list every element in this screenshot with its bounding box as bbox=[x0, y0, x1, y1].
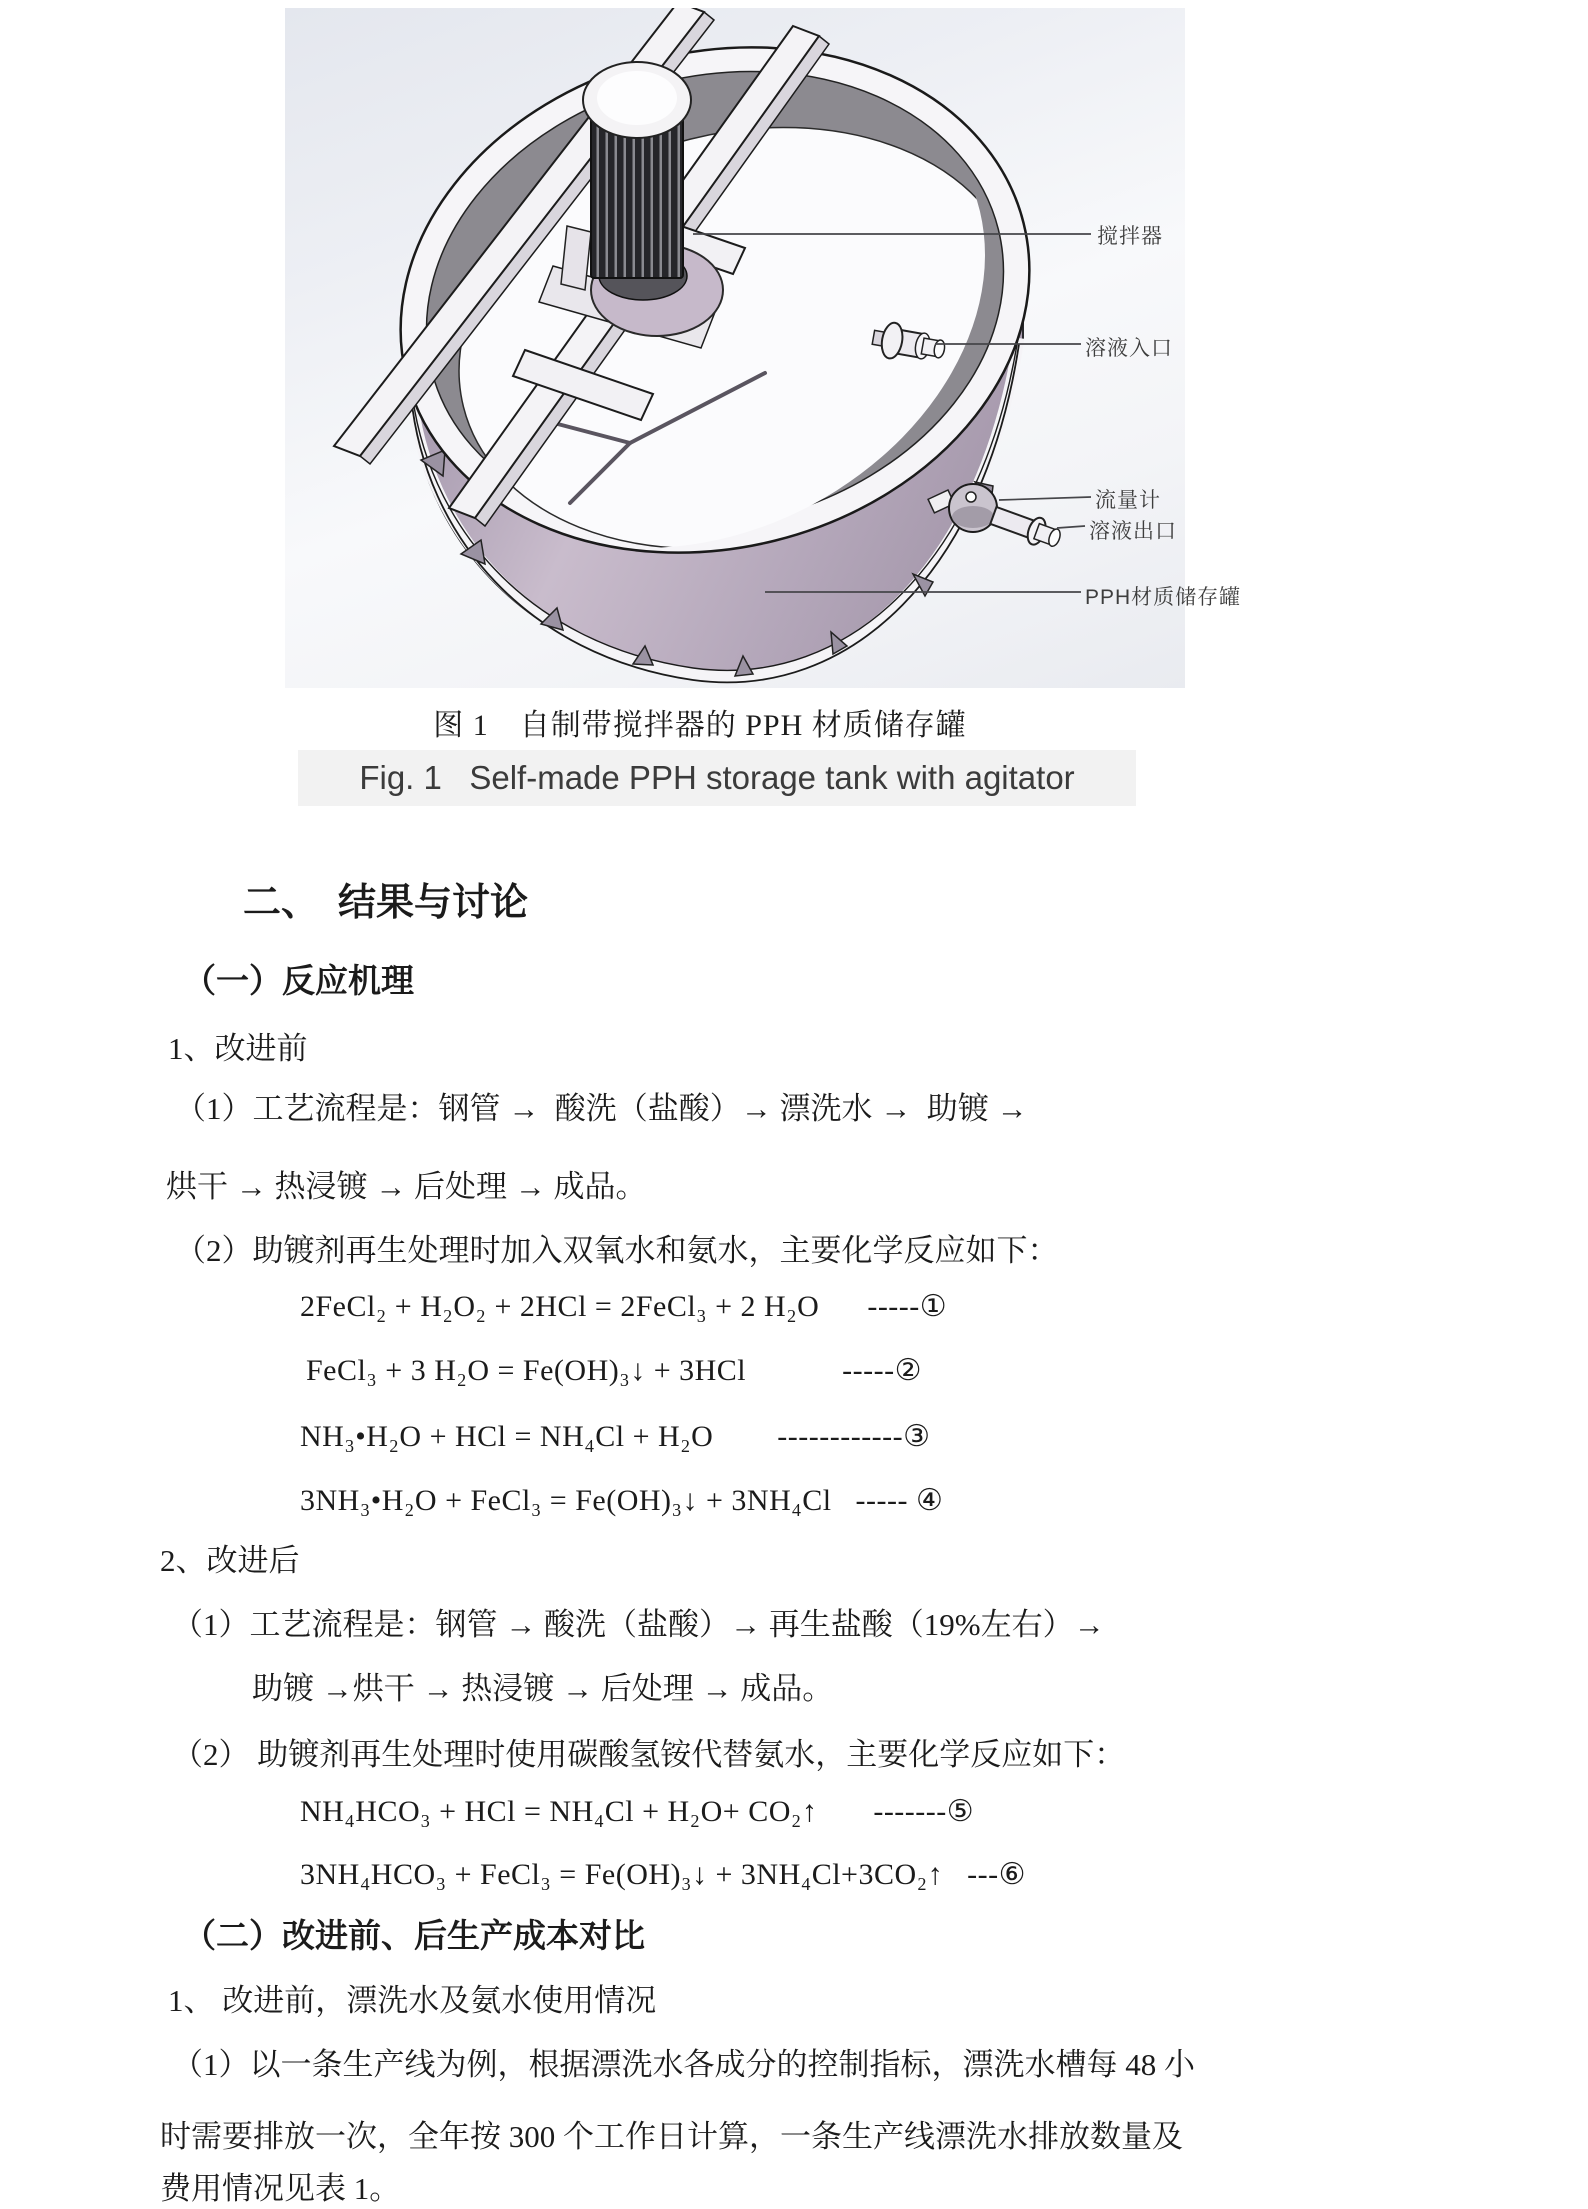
text-line: 助镀 →烘干 → 热浸镀 → 后处理 → 成品。 bbox=[252, 1671, 834, 1706]
text-line: （1）工艺流程是：钢管 → 酸洗（盐酸）→ 漂洗水 → 助镀 → bbox=[175, 1091, 1028, 1126]
text-line: 时需要排放一次，全年按 300 个工作日计算，一条生产线漂洗水排放数量及 bbox=[160, 2119, 1183, 2154]
label-tank: PPH材质储存罐 bbox=[1085, 586, 1242, 609]
figure-tank-rendering bbox=[285, 8, 1242, 688]
text-line: （2）助镀剂再生处理时加入双氧水和氨水，主要化学反应如下： bbox=[175, 1233, 1059, 1268]
label-outlet: 溶液出口 bbox=[1089, 520, 1177, 543]
tank-drawing bbox=[285, 8, 1185, 688]
text-line: 烘干 → 热浸镀 → 后处理 → 成品。 bbox=[166, 1169, 647, 1204]
chemical-equation-2: FeCl₃ + 3 H₂O = Fe(OH)₃↓ + 3HCl -----② bbox=[306, 1354, 922, 1387]
chemical-equation-1: 2FeCl₂ + H₂O₂ + 2HCl = 2FeCl₃ + 2 H₂O -----① bbox=[300, 1290, 948, 1323]
figure-caption-en: Fig. 1 Self-made PPH storage tank with agitator bbox=[298, 750, 1136, 806]
text-line: （1）以一条生产线为例，根据漂洗水各成分的控制指标，漂洗水槽每 48 小 bbox=[172, 2047, 1195, 2082]
label-flowmeter: 流量计 bbox=[1095, 489, 1161, 512]
text-line: （2） 助镀剂再生处理时使用碳酸氢铵代替氨水，主要化学反应如下： bbox=[172, 1737, 1126, 1772]
subsection-heading-mechanism: （一）反应机理 bbox=[183, 964, 414, 1000]
outlet-nozzle bbox=[989, 502, 1064, 552]
chemical-equation-6: 3NH₄HCO₃ + FeCl₃ = Fe(OH)₃↓ + 3NH₄Cl+3CO₂↑ ---⑥ bbox=[300, 1858, 1026, 1891]
subsection-heading-cost: （二）改进前、后生产成本对比 bbox=[183, 1919, 645, 1955]
text-line: 费用情况见表 1。 bbox=[160, 2171, 401, 2206]
chemical-equation-3: NH₃•H₂O + HCl = NH₄Cl + H₂O ------------③ bbox=[300, 1420, 931, 1453]
figure-caption-zh: 图 1 自制带搅拌器的 PPH 材质储存罐 bbox=[433, 709, 967, 742]
label-agitator: 搅拌器 bbox=[1097, 225, 1163, 248]
chemical-equation-4: 3NH₃•H₂O + FeCl₃ = Fe(OH)₃↓ + 3NH₄Cl ----- ④ bbox=[300, 1484, 944, 1517]
chemical-equation-5: NH₄HCO₃ + HCl = NH₄Cl + H₂O+ CO₂↑ -------⑤ bbox=[300, 1795, 975, 1828]
label-inlet: 溶液入口 bbox=[1085, 337, 1173, 360]
section-heading-results: 二、 结果与讨论 bbox=[243, 882, 529, 924]
text-line: 1、改进前 bbox=[168, 1031, 308, 1066]
text-line: 1、 改进前，漂洗水及氨水使用情况 bbox=[168, 1983, 657, 2018]
text-line: 2、改进后 bbox=[160, 1543, 300, 1578]
text-line: （1）工艺流程是：钢管 → 酸洗（盐酸）→ 再生盐酸（19%左右）→ bbox=[172, 1607, 1105, 1642]
